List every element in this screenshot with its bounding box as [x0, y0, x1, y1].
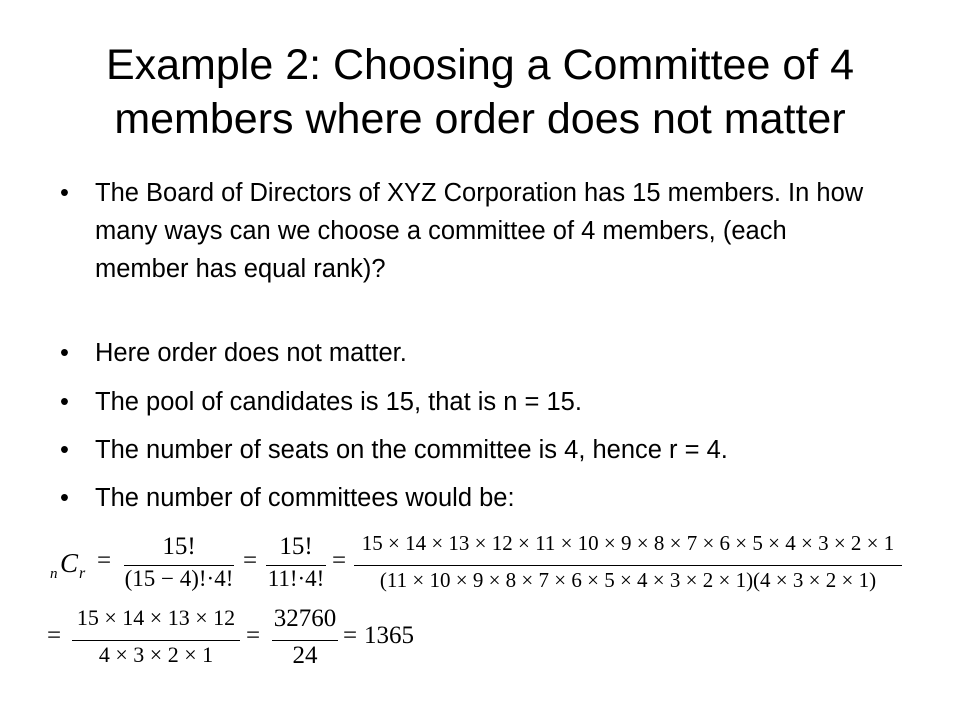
equals-sign: = — [332, 547, 347, 574]
fraction-5-numerator: 32760 — [273, 605, 337, 632]
bullet-dot: • — [60, 339, 69, 367]
fraction-3-numerator: 15 × 14 × 13 × 12 × 11 × 10 × 9 × 8 × 7 × 6 × 5 × 4 × 3 × 2 × 1 — [361, 531, 895, 555]
equals-sign: = — [243, 547, 258, 574]
result-value: 1365 — [364, 622, 414, 649]
lhs-subscript-r: r — [79, 565, 86, 582]
bullet-text: The Board of Directors of XYZ Corporation has 15 members. In how many ways can we choose a committee of 4 members, (each member has equal rank)? — [95, 179, 864, 283]
fraction-1-denominator: (15 − 4)!·4! — [124, 566, 234, 591]
lhs-subscript-n: n — [50, 566, 58, 582]
lhs-C: C — [60, 548, 79, 578]
bullet-text: Here order does not matter. — [95, 339, 407, 367]
bullet-dot: • — [60, 484, 69, 512]
fraction-5-denominator: 24 — [292, 642, 318, 669]
fraction-4-denominator: 4 × 3 × 2 × 1 — [98, 642, 214, 667]
fraction-2-denominator: 11!·4! — [267, 566, 325, 591]
equals-sign: = — [343, 622, 358, 649]
bullet-text: The pool of candidates is 15, that is n = 15. — [95, 388, 582, 416]
equals-sign: = — [97, 547, 112, 574]
fraction-4-bar — [72, 640, 240, 641]
fraction-4-numerator: 15 × 14 × 13 × 12 — [76, 605, 236, 630]
bullet-dot: • — [60, 179, 69, 207]
fraction-3-denominator: (11 × 10 × 9 × 8 × 7 × 6 × 5 × 4 × 3 × 2 × 1)(4 × 3 × 2 × 1) — [379, 568, 877, 592]
fraction-5-bar — [272, 640, 338, 641]
slide-title — [40, 38, 920, 146]
title-line-1: Example 2: Choosing a Committee of 4 — [105, 41, 855, 89]
fraction-3-bar — [354, 565, 902, 566]
bullet-dot: • — [60, 436, 69, 464]
fraction-1-numerator: 15! — [162, 533, 196, 560]
equals-sign: = — [47, 622, 62, 649]
bullet-text: The number of seats on the committee is 4, hence r = 4. — [95, 436, 728, 464]
equals-sign: = — [246, 622, 261, 649]
fraction-2-numerator: 15! — [279, 533, 313, 560]
bullet-text: The number of committees would be: — [95, 484, 515, 512]
title-line-2: members where order does not matter — [114, 95, 846, 143]
bullet-dot: • — [60, 388, 69, 416]
